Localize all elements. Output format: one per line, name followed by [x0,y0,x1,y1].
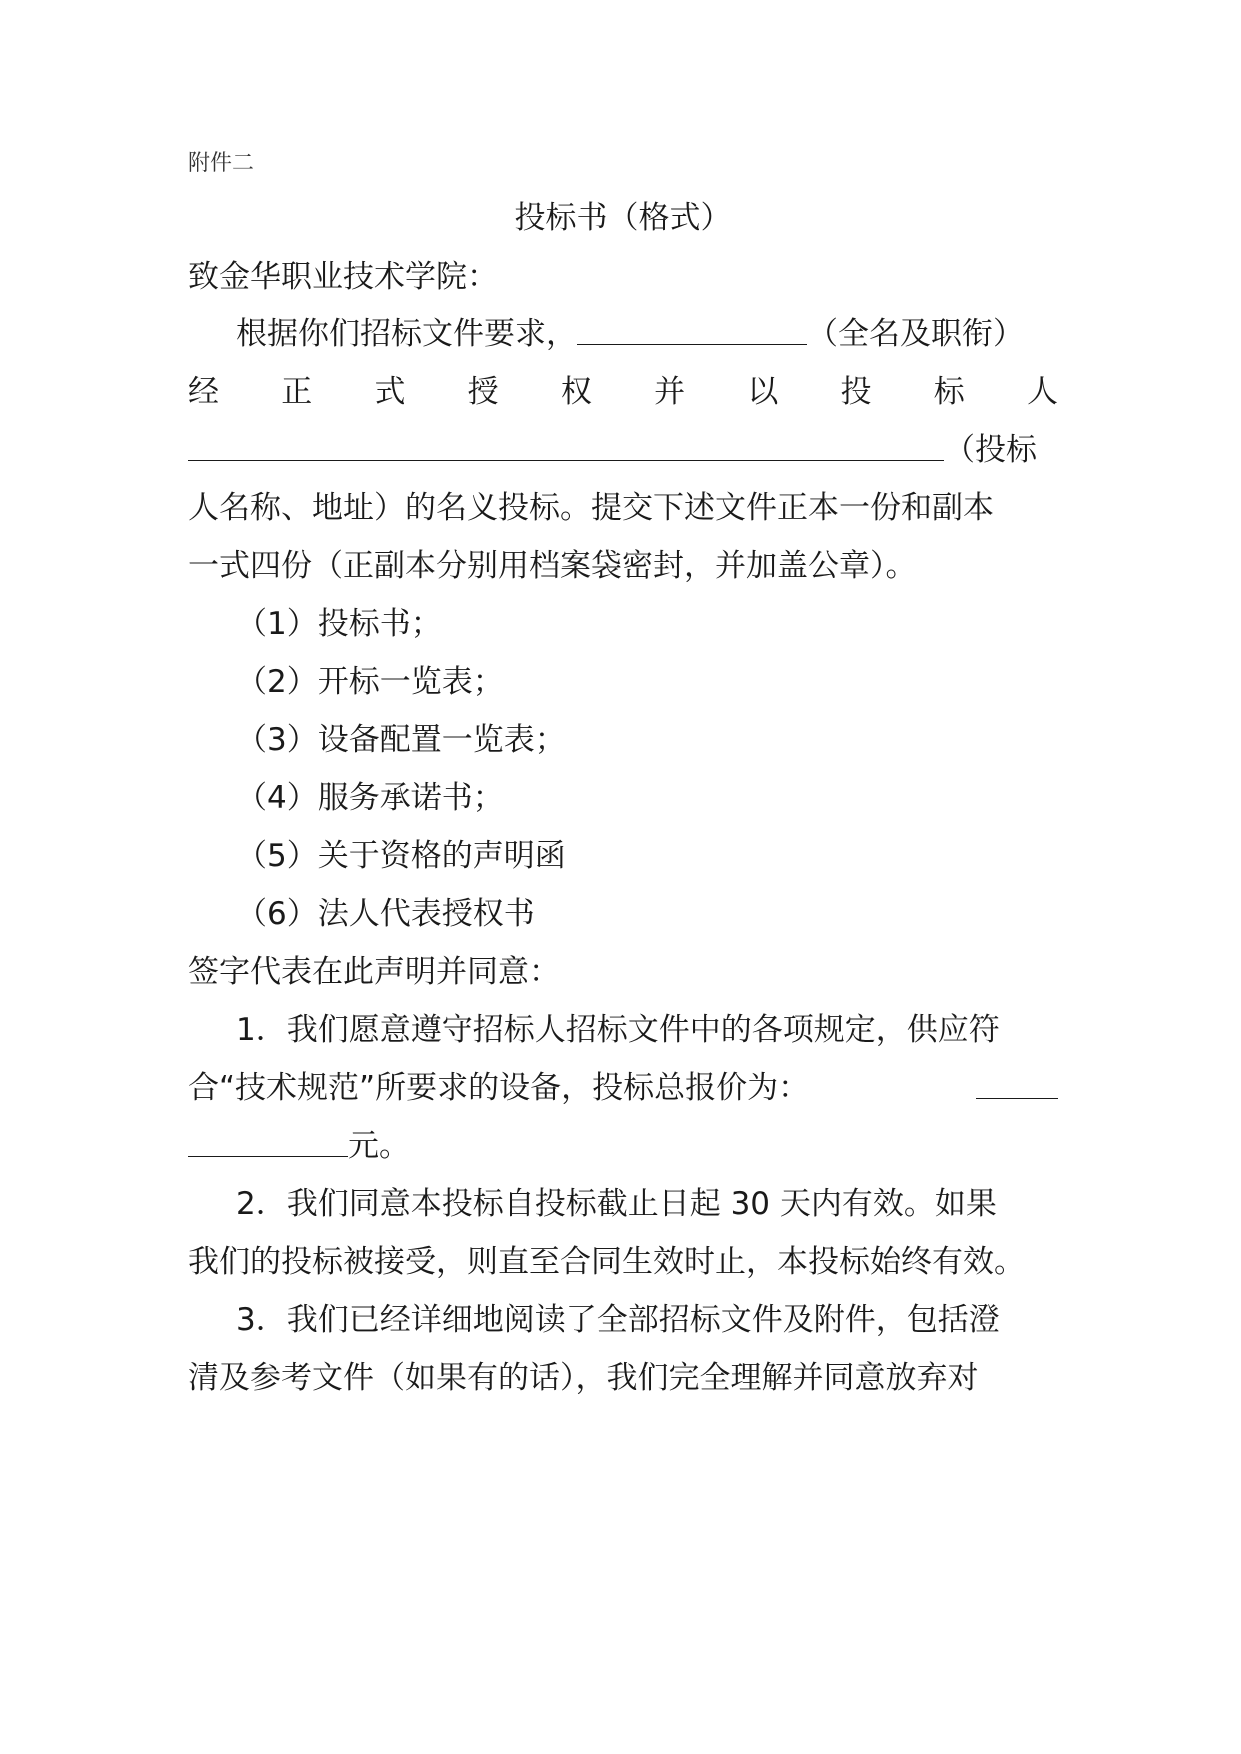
list-item: （4）服务承诺书； [236,780,504,816]
currency-unit: 元。 [348,1128,410,1164]
clause-3-line-1: 3．我们已经详细地阅读了全部招标文件及附件，包括澄 [236,1302,1000,1338]
list-item: （5）关于资格的声明函 [236,838,566,874]
paragraph-1-line-2 [188,372,1058,412]
clause-2-line-1: 2．我们同意本投标自投标截止日起 30 天内有效。如果 [236,1186,997,1222]
spread-char: 投 [840,374,872,410]
total-price-blank [976,1068,1058,1099]
list-item: （2）开标一览表； [236,664,504,700]
salutation: 致金华职业技术学院： [188,259,498,295]
name-title-label: （全名及职衔） [807,316,1024,352]
bidder-label: （投标 [944,432,1037,468]
total-price-blank-continued [188,1126,348,1157]
spread-char: 权 [560,374,592,410]
clause-2-line-2: 我们的投标被接受，则直至合同生效时止，本投标始终有效。 [188,1244,1025,1280]
paragraph-1-line-3 [188,430,1058,470]
paragraph-1-line-4: 人名称、地址）的名义投标。提交下述文件正本一份和副本 [188,490,994,526]
declaration-intro: 签字代表在此声明并同意： [188,954,560,990]
spread-char: 以 [747,374,779,410]
document-title: 投标书（格式） [514,200,732,236]
clause-3-line-2: 清及参考文件（如果有的话），我们完全理解并同意放弃对 [188,1360,979,1396]
spread-char: 式 [374,374,406,410]
bidder-name-address-blank [188,430,944,461]
paragraph-1-line-1 [236,314,1058,354]
spread-char: 经 [188,374,219,410]
clause-1-line-1: 1．我们愿意遵守招标人招标文件中的各项规定，供应符 [236,1012,1000,1048]
paragraph-1-text: 根据你们招标文件要求， [236,316,577,352]
spread-char: 正 [281,374,313,410]
spread-char: 人 [1026,374,1058,410]
attachment-label: 附件二 [188,151,255,176]
clause-1-line-3 [188,1126,1058,1166]
spread-char: 并 [654,374,686,410]
list-item: （3）设备配置一览表； [236,722,566,758]
clause-1-text: 合“技术规范”所要求的设备，投标总报价为： [188,1070,810,1106]
paragraph-1-line-5: 一式四份（正副本分别用档案袋密封，并加盖公章）。 [188,548,917,584]
spread-char: 标 [933,374,965,410]
clause-1-line-2 [188,1068,1058,1108]
name-title-blank [577,314,807,345]
spread-char: 授 [467,374,499,410]
list-item: （1）投标书； [236,606,442,642]
list-item: （6）法人代表授权书 [236,896,535,932]
